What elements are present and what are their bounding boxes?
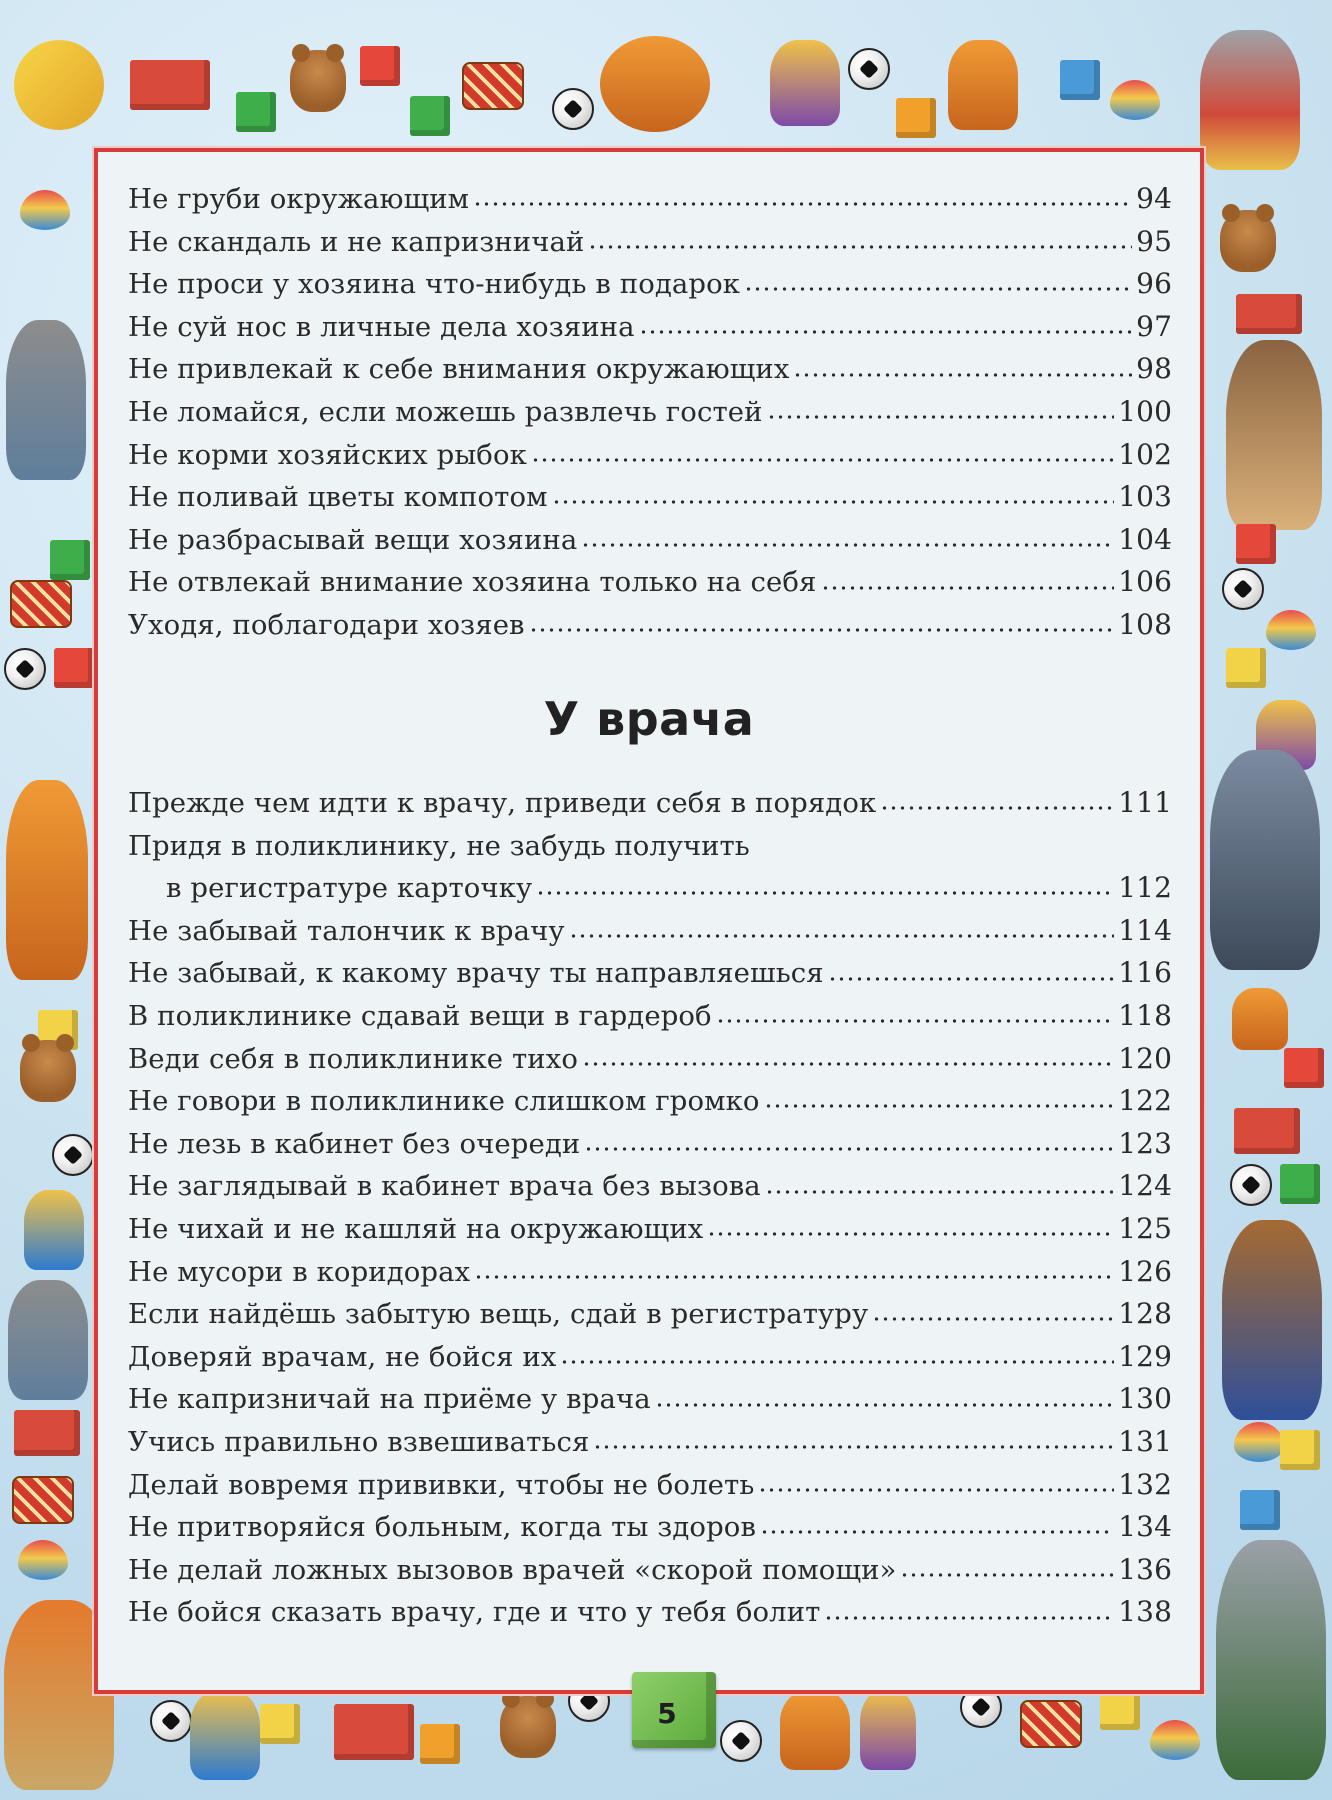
spinning-top-illustration xyxy=(1266,610,1316,650)
dot-leader xyxy=(824,1614,1114,1622)
toc-entry-title: Не лезь в кабинет без очереди xyxy=(128,1127,581,1160)
toy-block-illustration xyxy=(50,540,90,580)
dot-leader xyxy=(473,200,1132,208)
toc-entry xyxy=(128,1038,1172,1081)
toc-entry-title: Не говори в поликлинике слишком громко xyxy=(128,1085,760,1118)
toc-entry-page-number: 134 xyxy=(1118,1510,1172,1544)
dot-leader xyxy=(529,626,1115,634)
toc-entry xyxy=(128,1549,1172,1592)
cat-with-book-illustration xyxy=(6,780,88,980)
toy-block-illustration xyxy=(410,96,450,136)
toc-entry-title: Не привлекай к себе внимания окружающих xyxy=(128,353,790,386)
toc-entry xyxy=(128,1506,1172,1549)
dot-leader xyxy=(552,498,1115,506)
teddy-bear-illustration xyxy=(500,1696,556,1758)
toy-drum-illustration xyxy=(462,62,524,110)
clown-doll-illustration xyxy=(770,40,840,126)
toy-train-illustration xyxy=(14,1410,80,1456)
toc-entry-title: в регистратуре карточку xyxy=(166,872,533,905)
toc-entry-title: Не делай ложных вызовов врачей «скорой помощи» xyxy=(128,1553,897,1586)
toc-entry-title: Не груби окружающим xyxy=(128,183,470,215)
toc-entry-page-number: 128 xyxy=(1118,1297,1172,1331)
toy-train-illustration xyxy=(1234,1108,1300,1154)
toc-entry xyxy=(128,221,1172,264)
soccer-ball-illustration xyxy=(1222,568,1264,610)
toc-entry xyxy=(128,952,1172,995)
toc-entry-title: Не забывай, к какому врачу ты направляешься xyxy=(128,957,824,990)
section-heading: У врача xyxy=(543,692,755,746)
toy-train-illustration xyxy=(130,60,210,110)
toc-entry xyxy=(128,1165,1172,1208)
toc-entry-title: Не скандаль и не капризничай xyxy=(128,225,585,258)
toc-entry-page-number: 95 xyxy=(1136,224,1172,258)
crow-on-drum-illustration xyxy=(1210,750,1320,970)
toc-entry xyxy=(128,306,1172,349)
toc-entry-page-number: 102 xyxy=(1118,437,1172,471)
dot-leader xyxy=(828,975,1115,983)
toy-block-illustration xyxy=(54,648,94,688)
dog-illustration xyxy=(948,40,1018,130)
clown-doll-illustration xyxy=(24,1190,84,1270)
toc-entry xyxy=(128,178,1172,221)
toc-entry-page-number: 118 xyxy=(1118,998,1172,1032)
spinning-top-illustration xyxy=(18,1540,68,1580)
mouse-illustration xyxy=(6,320,86,480)
toc-entry-page-number: 138 xyxy=(1118,1595,1172,1629)
dot-leader xyxy=(716,1017,1115,1025)
toc-entry-page-number: 132 xyxy=(1118,1467,1172,1501)
toc-entry-title: Если найдёшь забытую вещь, сдай в регистратуру xyxy=(128,1298,869,1331)
toc-entry-page-number: 104 xyxy=(1118,522,1172,556)
teddy-bear-illustration xyxy=(290,50,346,112)
soccer-ball-illustration xyxy=(848,48,890,90)
toc-entry-title: Делай вовремя прививки, чтобы не болеть xyxy=(128,1468,755,1501)
toc-entry-page-number: 122 xyxy=(1118,1084,1172,1118)
spinning-top-illustration xyxy=(1234,1422,1284,1462)
toc-entry-multiline xyxy=(128,825,1172,910)
dot-leader xyxy=(760,1528,1114,1536)
toc-entry-title: Не бойся сказать врачу, где и что у тебя болит xyxy=(128,1596,821,1629)
toy-block-illustration xyxy=(236,92,276,132)
toc-entry xyxy=(128,604,1172,647)
toc-entry-page-number: 116 xyxy=(1118,956,1172,990)
toc-entry-title: Не притворяйся больным, когда ты здоров xyxy=(128,1511,757,1544)
dot-leader xyxy=(560,1358,1114,1366)
dot-leader xyxy=(767,413,1115,421)
toc-entry-page-number: 106 xyxy=(1118,565,1172,599)
toc-entry-page-number: 130 xyxy=(1118,1382,1172,1416)
page-number: 5 xyxy=(657,1696,677,1730)
dot-leader xyxy=(821,584,1115,592)
toy-train-illustration xyxy=(334,1704,414,1760)
toy-block-illustration xyxy=(1236,524,1276,564)
dot-leader xyxy=(588,243,1132,251)
toc-entry-title: Не проси у хозяина что-нибудь в подарок xyxy=(128,268,741,301)
toc-entry-title: Не капризничай на приёме у врача xyxy=(128,1383,651,1416)
owl-with-graduation-cap-illustration xyxy=(1226,340,1322,530)
toc-entry-page-number: 100 xyxy=(1118,394,1172,428)
dot-leader xyxy=(900,1571,1114,1579)
toy-block-illustration xyxy=(1240,1490,1280,1530)
toy-block-illustration xyxy=(896,98,936,138)
toy-block-illustration xyxy=(1280,1164,1320,1204)
teddy-bear-illustration xyxy=(20,1040,76,1102)
toy-block-illustration xyxy=(1060,60,1100,100)
dot-leader xyxy=(744,285,1132,293)
toc-entry xyxy=(128,782,1172,825)
toc-entry-title: Не поливай цветы компотом xyxy=(128,481,548,514)
dot-leader xyxy=(764,1102,1115,1110)
toc-entry-page-number: 103 xyxy=(1118,480,1172,514)
toc-entry-title: Не разбрасывай вещи хозяина xyxy=(128,523,578,556)
toc-entry-title: Прежде чем идти к врачу, приведи себя в порядок xyxy=(128,787,877,819)
toc-entry-title: Не ломайся, если можешь развлечь гостей xyxy=(128,395,763,428)
dog-illustration xyxy=(1232,988,1288,1050)
dot-leader xyxy=(581,541,1114,549)
mouse-on-moon-illustration xyxy=(14,40,104,130)
dot-leader xyxy=(531,456,1114,464)
dot-leader xyxy=(569,932,1115,940)
clown-doll-illustration xyxy=(860,1690,916,1770)
toc-entry xyxy=(128,910,1172,953)
dot-leader xyxy=(639,328,1133,336)
toc-entry-page-number: 97 xyxy=(1136,309,1172,343)
toc-entry-page-number: 125 xyxy=(1118,1211,1172,1245)
toc-entry-page-number: 123 xyxy=(1118,1126,1172,1160)
toc-section-doctor xyxy=(128,782,1172,1634)
mouse-illustration xyxy=(8,1280,88,1400)
soccer-ball-illustration xyxy=(552,88,594,130)
soccer-ball-illustration xyxy=(150,1700,192,1742)
toy-train-illustration xyxy=(1236,294,1302,334)
toc-entry xyxy=(128,263,1172,306)
toy-block-illustration xyxy=(1284,1048,1324,1088)
toy-drum-illustration xyxy=(12,1476,74,1524)
spinning-top-illustration xyxy=(1110,80,1160,120)
toc-entry-page-number: 96 xyxy=(1136,267,1172,301)
soccer-ball-illustration xyxy=(1230,1164,1272,1206)
teddy-bear-illustration xyxy=(1220,210,1276,272)
table-of-contents-page xyxy=(94,148,1204,1694)
dot-leader xyxy=(474,1273,1114,1281)
toy-drum-illustration xyxy=(10,580,72,628)
dot-leader xyxy=(593,1443,1114,1451)
soccer-ball-illustration xyxy=(4,648,46,690)
toc-entry xyxy=(128,1123,1172,1166)
toc-entry-title: Не суй нос в личные дела хозяина xyxy=(128,310,635,343)
toc-entry-page-number: 94 xyxy=(1136,182,1172,215)
toc-entry xyxy=(128,348,1172,391)
toc-entry xyxy=(128,995,1172,1038)
dot-leader xyxy=(758,1486,1114,1494)
toc-entry-page-number: 136 xyxy=(1118,1552,1172,1586)
spinning-top-illustration xyxy=(1150,1720,1200,1760)
toc-entry-page-number: 111 xyxy=(1118,786,1172,819)
toc-entry-page-number: 98 xyxy=(1136,352,1172,386)
toc-entry xyxy=(128,476,1172,519)
spinning-top-illustration xyxy=(20,190,70,230)
toc-entry-title: Не корми хозяйских рыбок xyxy=(128,438,527,471)
toc-entry-title: Уходя, поблагодари хозяев xyxy=(128,608,525,641)
dot-leader xyxy=(655,1401,1115,1409)
toc-entry-title: Не чихай и не кашляй на окружающих xyxy=(128,1212,704,1245)
wolf-illustration xyxy=(1216,1540,1326,1780)
dot-leader xyxy=(707,1230,1114,1238)
letter-block-illustration xyxy=(260,1704,300,1744)
letter-block-illustration xyxy=(1100,1690,1140,1730)
toc-entry-page-number: 112 xyxy=(1118,871,1172,905)
toc-entry xyxy=(128,434,1172,477)
dot-leader xyxy=(765,1188,1114,1196)
toc-entry-title: Не заглядывай в кабинет врача без вызова xyxy=(128,1170,761,1203)
toc-entry-page-number: 126 xyxy=(1118,1254,1172,1288)
dot-leader xyxy=(582,1060,1114,1068)
dot-leader xyxy=(536,889,1114,897)
toy-drum-illustration xyxy=(1020,1700,1082,1748)
toc-entry xyxy=(128,1336,1172,1379)
dot-leader xyxy=(584,1145,1114,1153)
toc-entry-page-number: 114 xyxy=(1118,913,1172,947)
toc-entry-title: В поликлинике сдавай вещи в гардероб xyxy=(128,999,712,1032)
toc-entry xyxy=(128,1080,1172,1123)
toc-entry-title: Не отвлекай внимание хозяина только на себя xyxy=(128,566,817,599)
soccer-ball-illustration xyxy=(52,1134,94,1176)
cat-with-drum-illustration xyxy=(1200,30,1300,170)
toc-entry-page-number: 131 xyxy=(1118,1424,1172,1458)
toc-entry xyxy=(128,1591,1172,1634)
toc-entry-title-line1: Придя в поликлинику, не забудь получить xyxy=(128,829,750,862)
toc-entry xyxy=(128,561,1172,604)
page-number-block xyxy=(632,1672,716,1748)
toc-entry-title: Доверяй врачам, не бойся их xyxy=(128,1340,557,1373)
toc-entry xyxy=(128,1208,1172,1251)
toc-entry xyxy=(128,867,1172,910)
toc-entry-page-number: 120 xyxy=(1118,1041,1172,1075)
toc-entry-title: Учись правильно взвешиваться xyxy=(128,1425,590,1458)
toc-entry xyxy=(128,1378,1172,1421)
lion-clock-illustration xyxy=(600,36,710,132)
toc-entry xyxy=(128,519,1172,562)
dot-leader xyxy=(793,371,1132,379)
toc-section-guests xyxy=(128,178,1172,647)
clown-doll-illustration xyxy=(190,1690,260,1780)
toy-block-illustration xyxy=(360,46,400,86)
dot-leader xyxy=(872,1315,1114,1323)
toc-entry xyxy=(128,1421,1172,1464)
toc-entry xyxy=(128,1251,1172,1294)
toc-entry xyxy=(128,391,1172,434)
toc-entry xyxy=(128,1464,1172,1507)
toc-entry-title: Не мусори в коридорах xyxy=(128,1255,471,1288)
toc-entry-page-number: 129 xyxy=(1118,1339,1172,1373)
dot-leader xyxy=(880,804,1114,812)
soccer-ball-illustration xyxy=(720,1720,762,1762)
toy-block-illustration xyxy=(420,1724,460,1764)
toc-entry-title: Не забывай талончик к врачу xyxy=(128,914,565,947)
toc-entry-title: Веди себя в поликлинике тихо xyxy=(128,1042,578,1075)
bear-with-book-illustration xyxy=(1222,1220,1322,1420)
dog-illustration xyxy=(780,1690,850,1770)
toc-entry-page-number: 124 xyxy=(1118,1169,1172,1203)
toc-entry-page-number: 108 xyxy=(1118,607,1172,641)
toc-entry xyxy=(128,1293,1172,1336)
letter-block-illustration xyxy=(1280,1430,1320,1470)
letter-block-illustration xyxy=(1226,648,1266,688)
